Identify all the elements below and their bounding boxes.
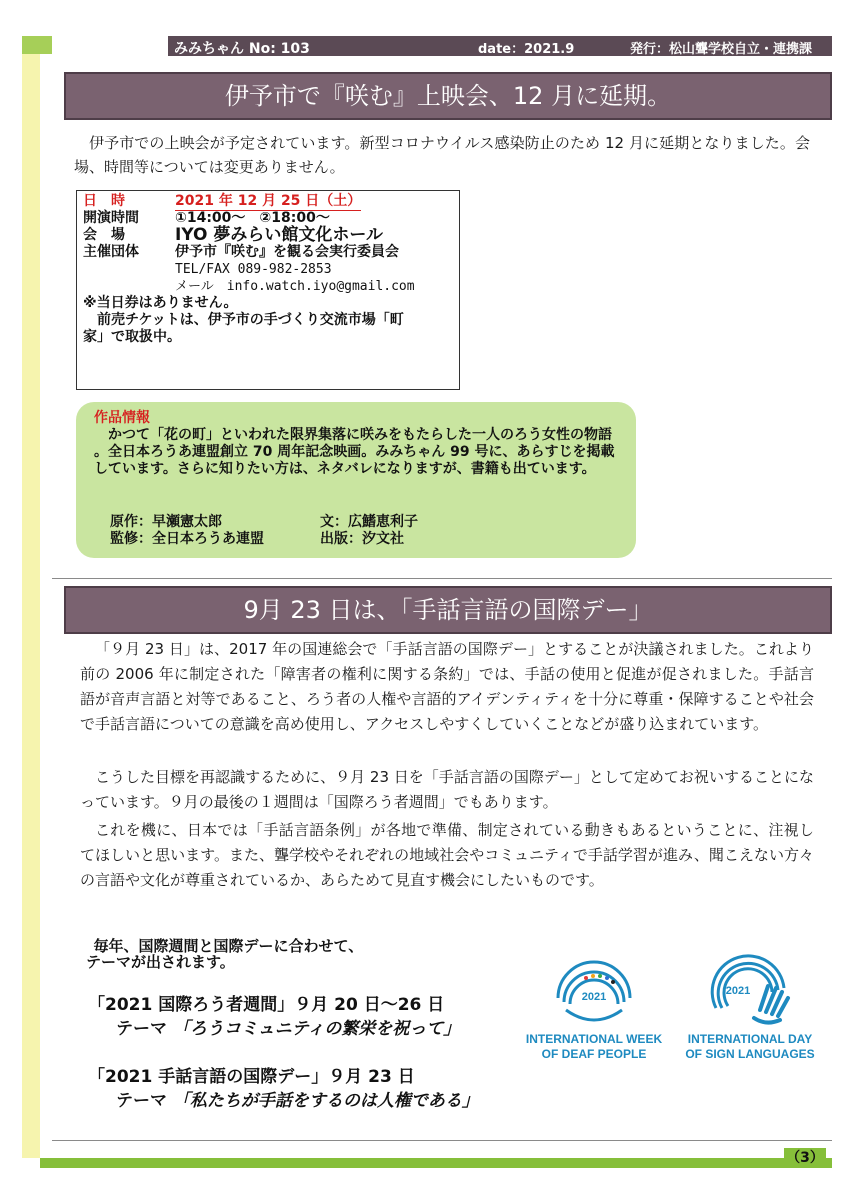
credit-writer: 文：広鰭恵利子	[320, 514, 418, 530]
deaf-week-theme-line	[116, 1018, 460, 1040]
footer-divider	[52, 1140, 832, 1141]
iwdp-emblem-icon	[548, 948, 640, 1032]
issue-date: date：2021.9	[478, 42, 575, 57]
sign-day-theme-label: テーマ	[116, 1091, 167, 1111]
credit-supervisor: 監修：全日本ろうあ連盟	[110, 531, 264, 547]
event-organizer-label: 主催団体	[83, 244, 139, 260]
iwdp-caption-1: INTERNATIONAL WEEK	[525, 1032, 663, 1046]
iwdp-logo	[522, 948, 666, 1062]
section1-body: 伊予市での上映会が予定されています。新型コロナウイルス感染防止のため 12 月に延期となりました。会場、時間等については変更ありません。	[74, 134, 810, 176]
sign-day-theme: 「私たちが手話をするのは人権である」	[172, 1091, 479, 1111]
page-number: （3）	[784, 1148, 826, 1168]
section2-title: 9月 23 日は、「手話言語の国際デー」	[64, 586, 832, 634]
credit-original: 原作：早瀬憲太郎	[110, 514, 222, 530]
section2-paragraph-2: こうした目標を再認識するために、９月 23 日を「手話言語の国際デー」として定めてお祝いすることになっています。９月の最後の１週間は「国際ろう者週間」でもあります。	[80, 768, 814, 811]
theme-intro-line-1: 毎年、国際週間と国際デーに合わせて、	[93, 937, 364, 955]
idsl-caption-1: INTERNATIONAL DAY	[687, 1032, 813, 1046]
event-venue-row	[83, 227, 459, 244]
work-info-title: 作品情報	[94, 410, 150, 426]
newsletter-header	[168, 36, 832, 56]
idsl-logo	[678, 948, 822, 1062]
event-date-value: 2021 年 12 月 25 日（土）	[175, 193, 362, 209]
deaf-week-title: 「2021 国際ろう者週間」９月 20 日～26 日	[88, 995, 445, 1015]
section2-paragraph-1: 「９月 23 日」は、2017 年の国連総会で「手話言語の国際デー」とすることが決議されました。これより前の 2006 年に制定された「障害者の権利に関する条約」では、手話の使用と促進が促されました。手話言語が音声言語と対等であること、ろう者の人権や言語的アイデンティティを十分に尊重・保障することや社会で手話言語についての意識を高め使用し、アクセスしやすくしていくことなどが盛り込まれています。	[80, 640, 814, 733]
event-organizer-row	[83, 244, 459, 261]
event-time-label: 開演時間	[83, 210, 139, 226]
event-date-row	[83, 193, 459, 210]
event-tel: TEL/FAX 089-982-2853	[175, 262, 332, 277]
event-mail-row	[83, 278, 459, 295]
iwdp-year: 2021	[581, 991, 607, 1003]
event-venue-label: 会 場	[83, 227, 125, 243]
newsletter-name: みみちゃん No: 103	[174, 41, 310, 57]
deaf-week-theme-label: テーマ	[116, 1019, 167, 1039]
corner-accent	[22, 36, 52, 54]
work-info-box	[76, 402, 636, 558]
event-mail: メール info.watch.iyo@gmail.com	[175, 279, 415, 294]
section2-paragraph-3: これを機に、日本では「手話言語条例」が各地で準備、制定されている動きもあるということに、注視してほしいと思います。また、聾学校やそれぞれの地域社会やコミュニティで手話学習が進み、聞こえない方々の言語や文化が尊重されているか、あらためて見直す機会にしたいものです。	[80, 821, 814, 889]
theme-intro	[86, 938, 363, 970]
sign-day-title: 「2021 手話言語の国際デー」９月 23 日	[88, 1067, 415, 1087]
iwdp-caption-2: OF DEAF PEOPLE	[541, 1047, 647, 1061]
event-note-no-door: ※当日券はありません。	[83, 295, 238, 311]
left-decorative-bar	[22, 42, 40, 1158]
footer-bar	[40, 1158, 832, 1168]
event-venue-value: IYO 夢みらい館文化ホール	[175, 225, 384, 245]
idsl-year: 2021	[725, 985, 751, 997]
work-info-text: かつて「花の町」といわれた限界集落に咲みをもたらした一人のろう女性の物語 。全日本ろうあ連盟創立 70 周年記念映画。みみちゃん 99 号に、あらすじを掲載しています。さらに知りたい方は、ネタバレになりますが、書籍も出ています。	[94, 427, 615, 477]
credits-row-1	[110, 514, 418, 531]
idsl-caption-2: OF SIGN LANGUAGES	[685, 1047, 815, 1061]
event-note-advance-2: 家」で取扱中。	[83, 329, 181, 345]
event-time-value: ①14:00～ ②18:00～	[175, 210, 330, 226]
credit-publisher: 出版：汐文社	[320, 531, 404, 547]
publisher: 発行：松山聾学校自立・連携課	[630, 42, 813, 57]
event-tel-row	[83, 261, 459, 278]
work-credits	[110, 514, 418, 548]
idsl-emblem-icon	[702, 948, 798, 1032]
event-date-label: 日 時	[83, 193, 125, 209]
deaf-week-theme: 「ろうコミュニティの繁栄を祝って」	[172, 1019, 461, 1039]
theme-intro-line-2: テーマが出されます。	[86, 953, 235, 971]
event-note-advance: 前売チケットは、伊予市の手づくり交流市場「町	[97, 312, 404, 328]
event-details-box	[76, 190, 460, 390]
event-organizer-value: 伊予市『咲む』を観る会実行委員会	[175, 244, 399, 260]
sign-day-theme-line	[116, 1090, 479, 1112]
section1-title: 伊予市で『咲む』上映会、12 月に延期。	[64, 72, 832, 120]
section-divider	[52, 578, 832, 579]
credits-row-2	[110, 531, 404, 548]
